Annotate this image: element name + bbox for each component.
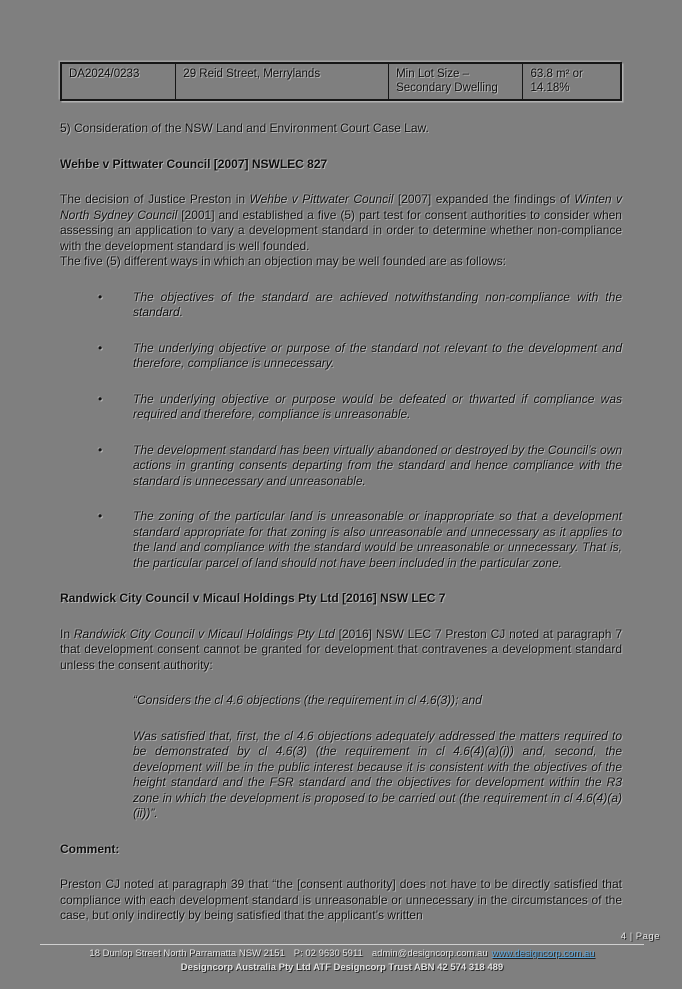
footer-email: admin@designcorp.com.au — [371, 948, 488, 959]
footer-address: 18 Dunlop Street North Parramatta NSW 2151 — [89, 948, 285, 959]
page-footer — [40, 944, 644, 974]
document-blocks — [60, 121, 622, 924]
objection-item-1: • The objectives of the standard are achieved notwithstanding non-compliance with the standard. — [60, 290, 622, 321]
footer-website-link[interactable]: www.designcorp.com.au — [491, 948, 595, 959]
footer-phone: P: 02 9630 5911 — [293, 948, 363, 959]
table-row — [61, 63, 621, 100]
randwick-quote-1: “Considers the cl 4.6 objections (the requirement in cl 4.6(3)); and — [133, 693, 482, 707]
randwick-intro-paragraph: In Randwick City Council v Micaul Holdings Pty Ltd [2016] NSW LEC 7 Preston CJ noted at paragraph 7 that development consent cannot be granted for development that contravenes a development standard unless the consent authority: — [60, 626, 622, 672]
objection-item-3: • The underlying objective or purpose would be defeated or thwarted if compliance was required and therefore, compliance is unreasonable. — [60, 392, 622, 423]
standard-name-cell: Min Lot Size – Secondary Dwelling — [389, 63, 523, 100]
comment-heading: Comment: — [60, 841, 120, 856]
five-ways-lead-in: The five (5) different ways in which an objection may be well founded are as follows: — [60, 254, 507, 268]
site-address-cell: 29 Reid Street, Merrylands — [176, 63, 389, 100]
variation-value-cell: 63.8 m² or 14.18% — [523, 63, 621, 100]
objection-item-5: • The zoning of the particular land is unreasonable or inappropriate so that a development standard appropriate for that zoning is also unreasonable and unnecessary as it applies to the land and compliance with the standard would be unreasonable or unnecessary. That is, the particular parcel of land should not have been included in the particular zone. — [60, 509, 622, 571]
comment-paragraph: Preston CJ noted at paragraph 39 that “the [consent authority] does not have to be directly satisfied that compliance with each development standard is unreasonable or unnecessary in the circumstances of the case, but only indirectly by being satisfied that the applicant’s written — [60, 877, 622, 922]
page-number: 4 | Page — [620, 931, 660, 942]
section-heading: 5) Consideration of the NSW Land and Environment Court Case Law. — [60, 121, 429, 135]
footer-contact-line — [40, 947, 644, 961]
da-summary-table — [60, 62, 622, 101]
randwick-quote-2: Was satisfied that, first, the cl 4.6 objections adequately addressed the matters required to be demonstrated by cl 4.6(3) (the requirement in cl 4.6(4)(a)(i)) and, second, the development will be in the public interest because it is consistent with the objectives of the height standard and the FSR standard and the objectives for development within the R3 zone in which the development is proposed to be carried out (the requirement in cl 4.6(4)(a)(ii))”. — [133, 728, 622, 820]
footer-company-line: Designcorp Australia Pty Ltd ATF Designcorp Trust ABN 42 574 318 489 — [180, 961, 504, 973]
case-heading-randwick: Randwick City Council v Micaul Holdings Pty Ltd [2016] NSW LEC 7 — [60, 591, 446, 605]
case-heading-wehbe: Wehbe v Pittwater Council [2007] NSWLEC 827 — [60, 156, 328, 171]
objection-item-2: • The underlying objective or purpose of the standard not relevant to the development and therefore, compliance is unnecessary. — [60, 341, 622, 372]
wehbe-intro-paragraph: The decision of Justice Preston in Wehbe v Pittwater Council [2007] expanded the findings of Winten v North Sydney Council [2001] and established a five (5) part test for consent authorities to consider when assessing an application to vary a development standard in order to determine whether non-compliance with the development standard is well founded. — [60, 192, 622, 253]
objection-item-4: • The development standard has been virtually abandoned or destroyed by the Council’s own actions in granting consents departing from the standard and hence compliance with the standard is unnecessary and unreasonable. — [60, 443, 622, 490]
document-content — [60, 62, 622, 924]
da-number-cell: DA2024/0233 — [61, 63, 176, 100]
